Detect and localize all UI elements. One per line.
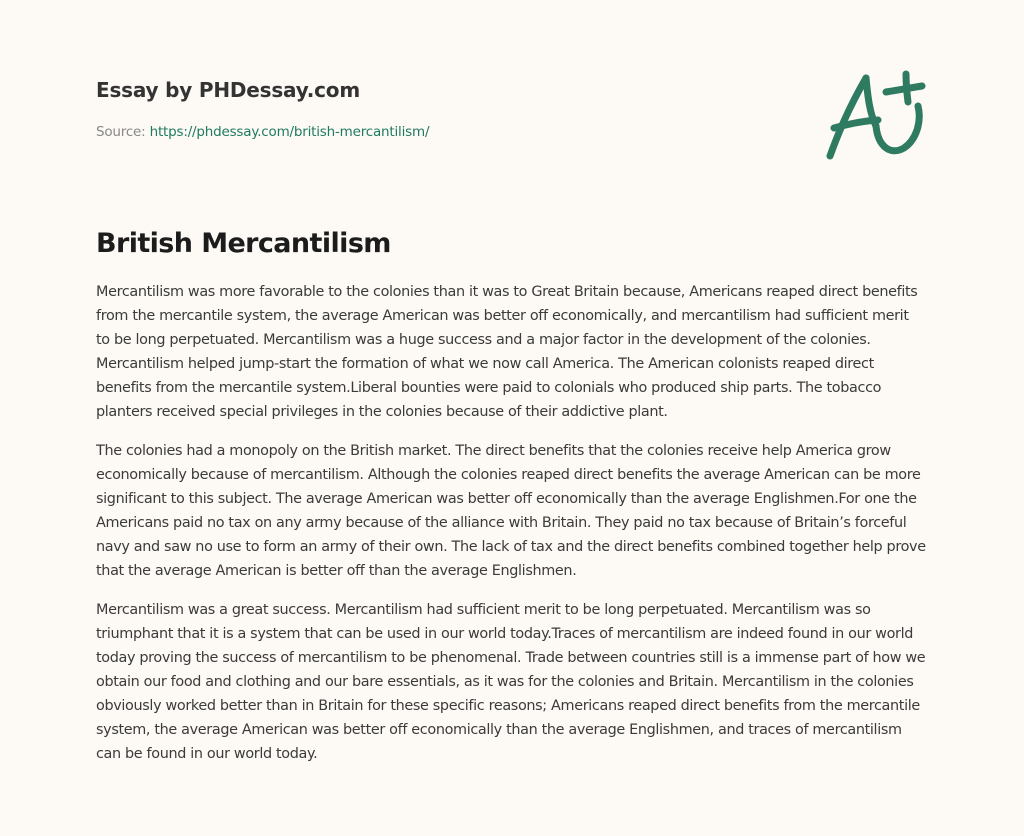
site-title: Essay by PHDessay.com	[96, 78, 360, 102]
source-line	[96, 122, 796, 142]
essay-paragraph-3: Mercantilism was a great success. Mercantilism had sufficient merit to be long perpetuated. Mercantilism was so triumphant that it is a system that can be used in our world today.Traces of mercantilism are indeed found in our world today proving the success of mercantilism to be phenomenal. Trade between countries still is a immense part of how we obtain our food and clothing and our bare essentials, as it was for the colonies and Britain. Mercantilism in the colonies obviously worked better than in Britain for these specific reasons; Americans reaped direct benefits from the mercantile system, the average American was better off economically than the average Englishmen, and traces of mercantilism can be found in our world today.	[96, 602, 926, 762]
essay-paragraph-2: The colonies had a monopoly on the British market. The direct benefits that the colonies receive help America grow economically because of mercantilism. Although the colonies reaped direct benefits the average American can be more significant to this subject. The average American was better off economically than the average Englishmen.For one the Americans paid no tax on any army because of the alliance with Britain. They paid no tax because of Britain’s forceful navy and saw no use to form an army of their own. The lack of tax and the direct benefits combined together help prove that the average American is better off than the average Englishmen.	[96, 443, 926, 579]
a-plus-grade-icon	[818, 64, 938, 168]
essay-article	[96, 226, 926, 781]
essay-title: British Mercantilism	[96, 228, 391, 259]
document-header	[96, 76, 796, 142]
essay-paragraph-1: Mercantilism was more favorable to the colonies than it was to Great Britain because, Americans reaped direct benefits from the mercantile system, the average American was better off economically, and mercantilism had sufficient merit to be long perpetuated. Mercantilism was a huge success and a major factor in the development of the colonies. Mercantilism helped jump-start the formation of what we now call America. The American colonists reaped direct benefits from the mercantile system.Liberal bounties were paid to colonials who produced ship parts. The tobacco planters received special privileges in the colonies because of their addictive plant.	[96, 284, 918, 420]
source-link[interactable]: https://phdessay.com/british-mercantilism/	[149, 124, 430, 140]
source-label: Source:	[96, 124, 146, 140]
